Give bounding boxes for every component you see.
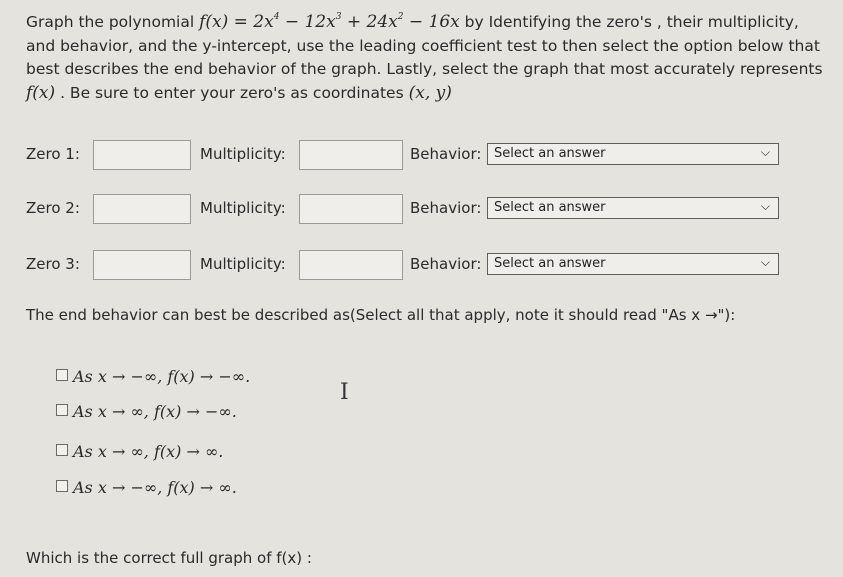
checkbox[interactable] — [56, 404, 68, 416]
behavior-label: Behavior: — [410, 255, 482, 273]
checkbox[interactable] — [56, 480, 68, 492]
zero-1-input[interactable] — [93, 140, 191, 170]
zero-label: Zero 2: — [26, 199, 80, 217]
zero-label: Zero 3: — [26, 255, 80, 273]
behavior-2-select[interactable]: Select an answer ⌵ — [487, 197, 779, 219]
zero-row-1 — [26, 140, 816, 170]
end-behavior-option-2[interactable]: As x → ∞, f(x) → −∞. — [56, 402, 237, 426]
behavior-1-select[interactable]: Select an answer ⌵ — [487, 143, 779, 165]
behavior-3-select[interactable]: Select an answer ⌵ — [487, 253, 779, 275]
multiplicity-label: Multiplicity: — [200, 199, 286, 217]
end-behavior-option-3[interactable]: As x → ∞, f(x) → ∞. — [56, 442, 223, 466]
chevron-down-icon: ⌵ — [760, 145, 770, 159]
zero-label: Zero 1: — [26, 145, 80, 163]
zero-2-input[interactable] — [93, 194, 191, 224]
polynomial-expression: $f(x) = 2x^4 - 12x^3 + 24x^2 - 16x$ — [199, 12, 460, 32]
multiplicity-label: Multiplicity: — [200, 255, 286, 273]
end-behavior-prompt: The end behavior can best be described as(Select all that apply, note it should read "As x →"): — [26, 306, 736, 324]
checkbox[interactable] — [56, 444, 68, 456]
question-text: Graph the polynomial $f(x) = 2x^4 - 12x^3 + 24x^2 - 16x$ by Identifying the zero's , their multiplicity, and behavior, and the y-intercept, use the leading coefficient test to then select the option below that best describes the end behavior of the graph. Lastly, select the graph that most accurately represents f(x) . Be sure to enter your zero's as coordinates (x, y) — [26, 12, 823, 103]
zero-3-input[interactable] — [93, 250, 191, 280]
multiplicity-2-input[interactable] — [299, 194, 403, 224]
chevron-down-icon: ⌵ — [760, 255, 770, 269]
checkbox[interactable] — [56, 369, 68, 381]
behavior-label: Behavior: — [410, 145, 482, 163]
end-behavior-option-1[interactable]: As x → −∞, f(x) → −∞. — [56, 367, 250, 391]
zero-row-2 — [26, 194, 816, 224]
multiplicity-1-input[interactable] — [299, 140, 403, 170]
zero-row-3 — [26, 250, 816, 280]
text-cursor-icon: I — [340, 380, 349, 405]
multiplicity-label: Multiplicity: — [200, 145, 286, 163]
chevron-down-icon: ⌵ — [760, 199, 770, 213]
multiplicity-3-input[interactable] — [299, 250, 403, 280]
graph-question: Which is the correct full graph of f(x) : — [26, 549, 312, 567]
behavior-label: Behavior: — [410, 199, 482, 217]
end-behavior-option-4[interactable]: As x → −∞, f(x) → ∞. — [56, 478, 237, 502]
